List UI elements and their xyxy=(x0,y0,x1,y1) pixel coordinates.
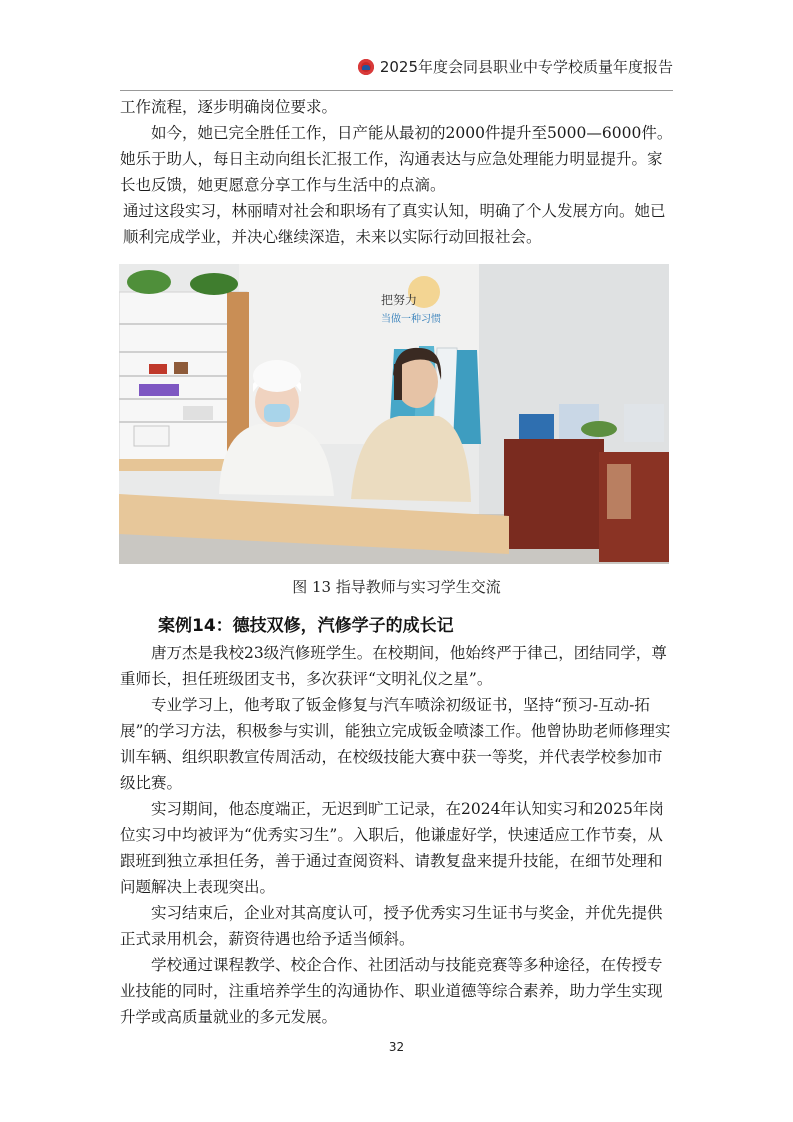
poster-text-1: 把努力 xyxy=(381,293,418,307)
paragraph-progress: 如今，她已完全胜任工作，日产能从最初的2000件提升至5000—6000件。她乐于助人，每日主动向组长汇报工作，沟通表达与应急处理能力明显提升。家长也反馈，她更愿意分享工作与生活中的点滴。 xyxy=(120,124,673,194)
school-emblem-icon xyxy=(358,59,374,75)
case-paragraph-school: 学校通过课程教学、校企合作、社团活动与技能竞赛等多种途径，在传授专业技能的同时，注重培养学生的沟通协作、职业道德等综合素养，助力学生实现升学或高质量就业的多元发展。 xyxy=(120,956,663,1026)
case-paragraph-internship: 实习期间，他态度端正，无迟到旷工记录，在2024年认知实习和2025年岗位实习中均被评为“优秀实习生”。入职后，他谦虚好学，快速适应工作节奏，从跟班到独立承担任务，善于通过查阅资料、请教复盘来提升技能，在细节处理和问题解决上表现突出。 xyxy=(120,800,664,896)
report-title: 2025年度会同县职业中专学校质量年度报告 xyxy=(379,58,673,76)
poster-text-2: 当做一种习惯 xyxy=(381,314,441,325)
case-heading: 案例14：德技双修，汽修学子的成长记 xyxy=(158,616,454,636)
paragraph-continuation: 工作流程，逐步明确岗位要求。 xyxy=(120,98,338,116)
top-text-section xyxy=(120,94,675,250)
case-paragraph-outcome: 实习结束后，企业对其高度认可，授予优秀实习生证书与奖金，并优先提供正式录用机会，薪资待遇也给予适当倾斜。 xyxy=(120,904,663,948)
paragraph-conclusion: 通过这段实习，林丽晴对社会和职场有了真实认知，明确了个人发展方向。她已顺利完成学业，并决心继续深造，未来以实际行动回报社会。 xyxy=(123,202,666,246)
case-paragraph-intro: 唐万杰是我校23级汽修班学生。在校期间，他始终严于律己，团结同学，尊重师长，担任班级团支书，多次获评“文明礼仪之星”。 xyxy=(120,644,667,688)
header-divider xyxy=(120,90,673,91)
figure-photo xyxy=(119,264,669,564)
header-title-group xyxy=(358,56,673,77)
figure-caption: 图 13 指导教师与实习学生交流 xyxy=(292,578,501,596)
page-number: 32 xyxy=(388,1040,405,1054)
case-paragraph-study: 专业学习上，他考取了钣金修复与汽车喷涂初级证书，坚持“预习-互动-拓展”的学习方法，积极参与实训，能独立完成钣金喷漆工作。他曾协助老师修理实训车辆、组织职教宣传周活动，在校级技能大赛中获一等奖，并代表学校参加市级比赛。 xyxy=(120,696,671,792)
page-header xyxy=(120,48,673,92)
case-text-section xyxy=(120,640,675,1030)
